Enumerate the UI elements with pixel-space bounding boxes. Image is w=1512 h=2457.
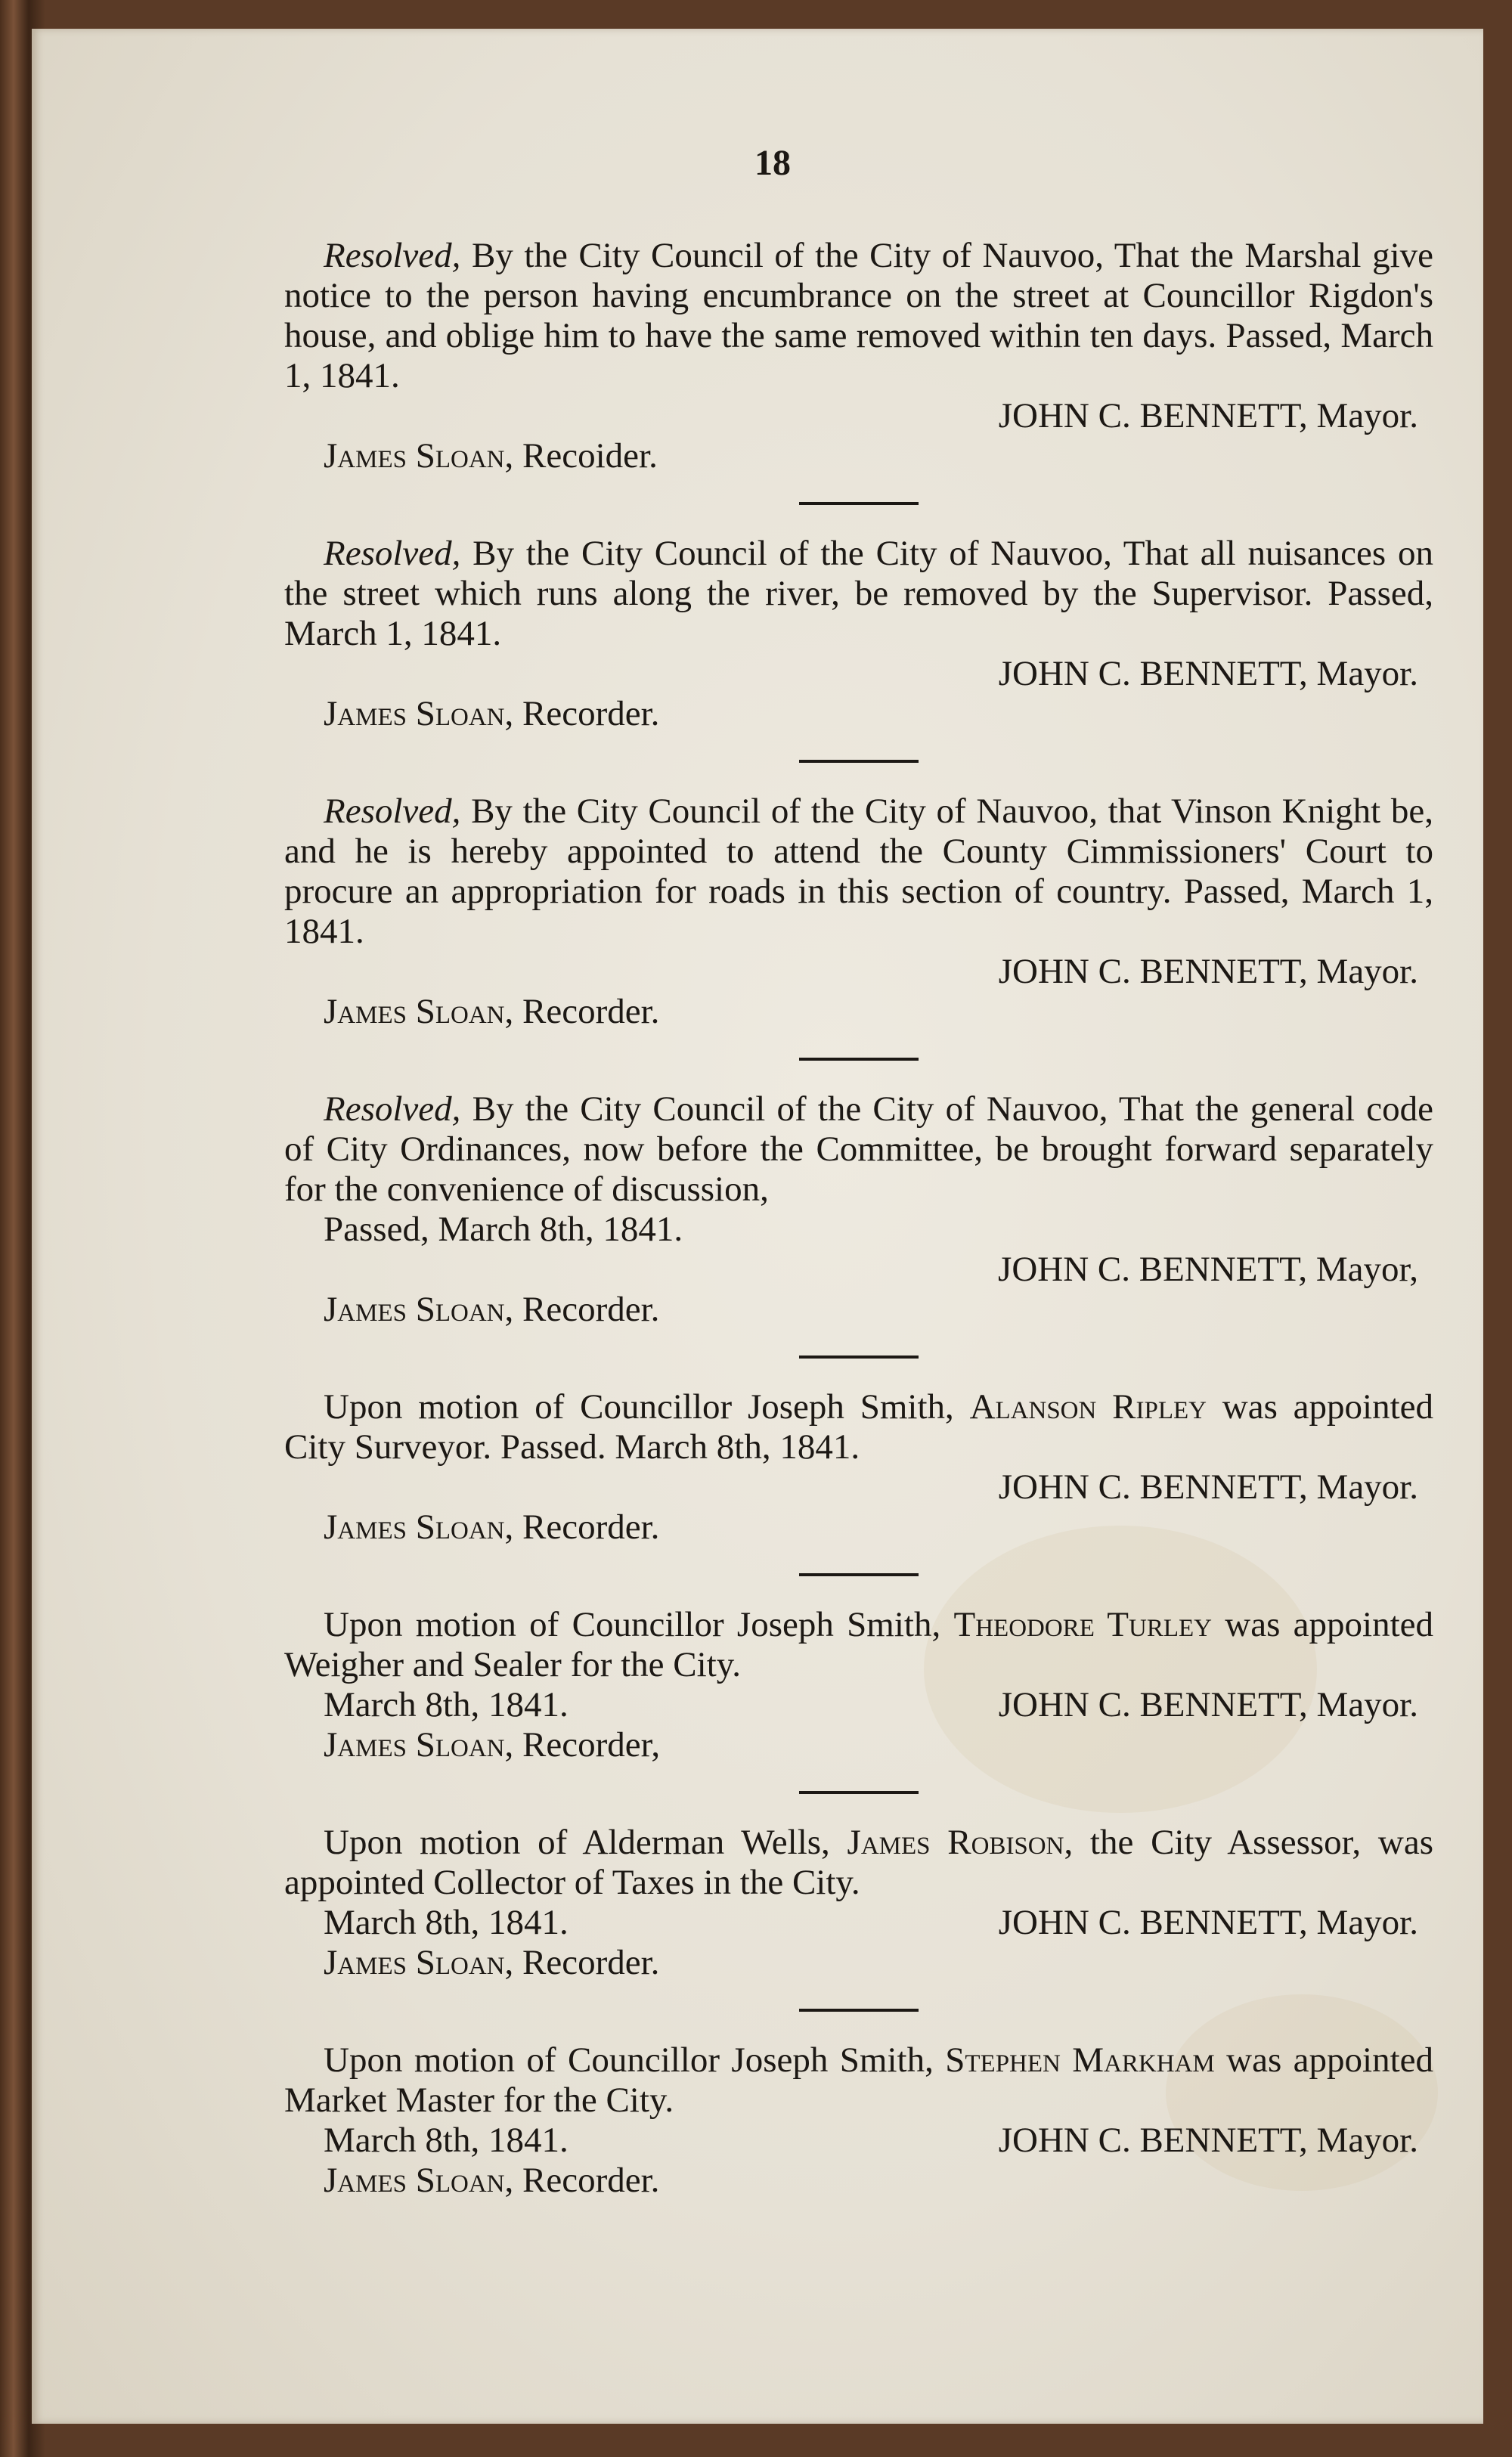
signature-line [284, 1903, 1433, 1943]
motion-entry [284, 1823, 1433, 1983]
motion-body-end: was appointed Weigher and Sealer for the City. [284, 1605, 1433, 1684]
resolved-label: Resolved, [324, 792, 461, 831]
passed-date: March 8th, 1841. [324, 1685, 569, 1724]
mayor-signature: JOHN C. BENNETT, Mayor. [998, 1467, 1418, 1507]
section-divider [799, 1058, 919, 1061]
recorder-title: Recorder. [513, 1507, 660, 1547]
page-number: 18 [754, 143, 791, 183]
section-divider [799, 1573, 919, 1576]
motion-body-end: was appointed City Surveyor. Passed. March 8th, 1841. [284, 1387, 1433, 1467]
recorder-name: James Sloan, [324, 992, 514, 1031]
resolution-text [284, 236, 1433, 396]
recorder-signature [284, 436, 1433, 476]
passed-date: March 8th, 1841. [324, 1903, 569, 1942]
mayor-signature: JOHN C. BENNETT, Mayor. [998, 654, 1418, 693]
recorder-name: James Sloan, [324, 2161, 514, 2200]
mayor-signature: JOHN C. BENNETT, Mayor. [998, 1903, 1418, 1942]
motion-body-start: Upon motion of Alderman Wells, [324, 1823, 847, 1862]
recorder-title: Recorder. [513, 1290, 660, 1329]
appointee-name: Stephen Markham [945, 2040, 1215, 2080]
motion-entry [284, 1605, 1433, 1765]
section-divider [799, 1356, 919, 1359]
recorder-signature [284, 1507, 1433, 1548]
resolution-text [284, 1089, 1433, 1210]
recorder-signature [284, 1943, 1433, 1983]
recorder-title: Recorder, [513, 1725, 661, 1765]
recorder-title: Recorder. [513, 694, 660, 733]
recorder-name: James Sloan, [324, 1943, 514, 1982]
signature-line [284, 952, 1433, 992]
section-divider [799, 1791, 919, 1794]
signature-line [284, 1250, 1433, 1290]
mayor-signature: JOHN C. BENNETT, Mayor. [998, 952, 1418, 991]
motion-body-start: Upon motion of Councillor Joseph Smith, [324, 1605, 954, 1644]
resolved-label: Resolved, [324, 236, 461, 275]
signature-line [284, 1467, 1433, 1507]
section-divider [799, 2009, 919, 2012]
appointee-name: Alanson Ripley [969, 1387, 1207, 1427]
recorder-title: Recoider. [513, 436, 658, 476]
motion-body-start: Upon motion of Councillor Joseph Smith, [324, 1387, 970, 1427]
recorder-name: James Sloan, [324, 1507, 514, 1547]
resolution-entry [284, 1089, 1433, 1330]
motion-entry [284, 1387, 1433, 1548]
section-divider [799, 760, 919, 763]
mayor-signature: JOHN C. BENNETT, Mayor. [998, 396, 1418, 435]
recorder-title: Recorder. [513, 2161, 660, 2200]
resolution-entry [284, 236, 1433, 476]
motion-body-start: Upon motion of Councillor Joseph Smith, [324, 2040, 946, 2080]
motion-text [284, 2040, 1433, 2121]
resolution-body: By the City Council of the City of Nauvoo, that Vinson Knight be, and he is hereby appointed to attend the County Cimmissioners' Court to procure an appropriation for roads in this section of country. Passed, March 1, 1841. [284, 792, 1433, 951]
mayor-signature: JOHN C. BENNETT, Mayor. [998, 2121, 1418, 2160]
recorder-signature [284, 992, 1433, 1032]
resolution-entry [284, 792, 1433, 1032]
resolved-label: Resolved, [324, 1089, 461, 1129]
passed-line [284, 1210, 1433, 1250]
passed-date: Passed, March 8th, 1841. [324, 1210, 683, 1249]
book-page [32, 29, 1483, 2424]
motion-text [284, 1605, 1433, 1685]
recorder-signature [284, 1290, 1433, 1330]
recorder-name: James Sloan, [324, 436, 514, 476]
mayor-signature: JOHN C. BENNETT, Mayor, [998, 1250, 1418, 1289]
resolution-text [284, 792, 1433, 952]
recorder-name: James Sloan, [324, 1290, 514, 1329]
signature-line [284, 2121, 1433, 2161]
resolved-label: Resolved, [324, 534, 461, 573]
motion-text [284, 1823, 1433, 1903]
resolution-body: By the City Council of the City of Nauvoo, That the Marshal give notice to the person having encumbrance on the street at Councillor Rigdon's house, and oblige him to have the same removed within ten days. Passed, March 1, 1841. [284, 236, 1433, 395]
signature-line [284, 396, 1433, 436]
motion-body-end: , the City Assessor, was appointed Collector of Taxes in the City. [284, 1823, 1434, 1902]
motion-entry [284, 2040, 1433, 2201]
entries [284, 236, 1433, 2201]
mayor-signature: JOHN C. BENNETT, Mayor. [998, 1685, 1418, 1724]
recorder-name: James Sloan, [324, 694, 514, 733]
resolution-body: By the City Council of the City of Nauvoo, That the general code of City Ordinances, now before the Committee, be brought forward separately for the convenience of discussion, [284, 1089, 1433, 1209]
signature-line [284, 654, 1433, 694]
resolution-text [284, 534, 1433, 654]
recorder-title: Recorder. [513, 1943, 660, 1982]
section-divider [799, 502, 919, 505]
motion-text [284, 1387, 1433, 1467]
recorder-signature [284, 1725, 1433, 1765]
recorder-title: Recorder. [513, 992, 660, 1031]
resolution-body: By the City Council of the City of Nauvoo, That all nuisances on the street which runs along the river, be removed by the Supervisor. Passed, March 1, 1841. [284, 534, 1433, 653]
page-content [32, 29, 1483, 2424]
motion-body-end: was appointed Market Master for the City. [284, 2040, 1434, 2120]
signature-line [284, 1685, 1433, 1725]
appointee-name: Theodore Turley [953, 1605, 1212, 1644]
recorder-name: James Sloan, [324, 1725, 514, 1765]
resolution-entry [284, 534, 1433, 734]
recorder-signature [284, 2161, 1433, 2201]
passed-date: March 8th, 1841. [324, 2121, 569, 2160]
recorder-signature [284, 694, 1433, 734]
appointee-name: James Robison [847, 1823, 1064, 1862]
